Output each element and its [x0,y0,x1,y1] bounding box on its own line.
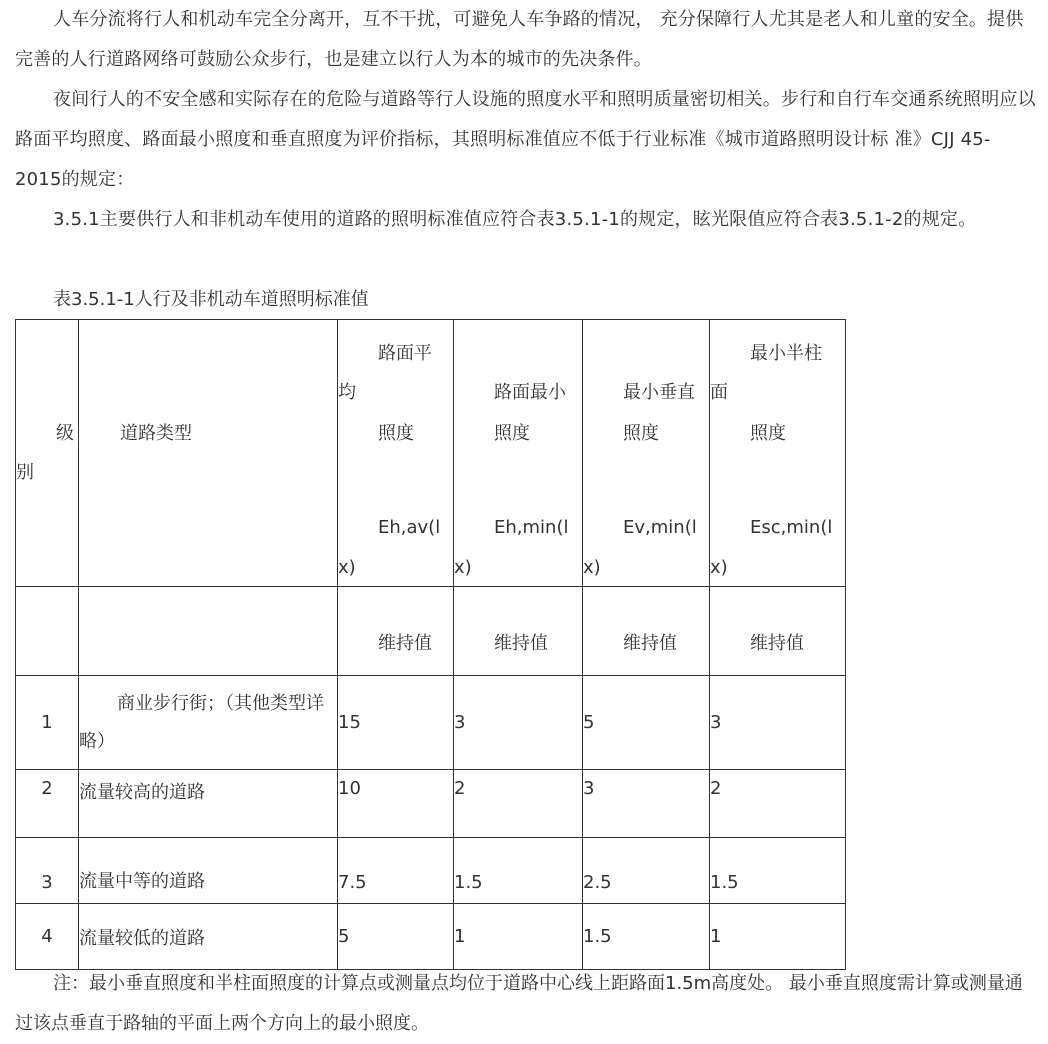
header-level-text-b: 别 [16,462,34,483]
header-text: 路面最小 [494,382,566,403]
header-text: 面 [710,382,728,403]
value-cell: 2 [454,770,583,838]
value-cell: 2 [710,770,846,838]
lighting-paragraph: 夜间行人的不安全感和实际存在的危险与道路等行人设施的照度水平和照明质量密切相关。步行和自行车交通系统照明应以路面平均照度、路面最小照度和垂直照度为评价指标，其照明标准值应不低于行业标准《城市道路照明设计标 准》CJJ 45-2015的规定： [15,89,1036,190]
header-min-vertical-illuminance [583,320,710,587]
table-row [16,904,846,970]
empty-cell [79,587,338,676]
header-text: x) [583,557,601,578]
value-cell: 1.5 [710,838,846,904]
header-text: 照度 [378,423,414,444]
header-text: x) [710,557,728,578]
level-cell: 2 [16,770,79,838]
value-cell: 2.5 [583,838,710,904]
value-cell: 3 [583,770,710,838]
header-min-illuminance [454,320,583,587]
header-text: 照度 [623,423,659,444]
header-text: 均 [338,382,356,403]
table-row [16,770,846,838]
road-type-cell: 流量中等的道路 [79,838,338,904]
header-text: Eh,av(l [378,517,441,538]
value-cell: 1.5 [454,838,583,904]
value-cell: 3 [710,676,846,770]
empty-cell [16,587,79,676]
value-cell: 1.5 [583,904,710,970]
header-level [16,320,79,587]
table-row [16,676,846,770]
header-road-type [79,320,338,587]
level-cell: 3 [16,838,79,904]
road-type-cell: 流量较低的道路 [79,904,338,970]
header-avg-illuminance [338,320,454,587]
header-min-semicylindrical-illuminance [710,320,846,587]
header-road-type-text: 道路类型 [120,423,192,444]
table-caption: 表3.5.1-1人行及非机动车道照明标准值 [53,289,369,310]
value-cell: 7.5 [338,838,454,904]
value-cell: 1 [710,904,846,970]
header-text: Esc,min(l [750,517,833,538]
table-row [16,838,846,904]
lighting-standard-table [15,319,846,970]
header-text: 照度 [750,423,786,444]
maintain-value-row [16,587,846,676]
table-header-row [16,320,846,587]
header-text: 最小垂直 [623,382,695,403]
road-type-cell: 商业步行街；（其他类型详略） [79,676,338,770]
header-text: 照度 [494,423,530,444]
value-cell: 10 [338,770,454,838]
value-cell: 1 [454,904,583,970]
standard-clause-paragraph: 3.5.1主要供行人和非机动车使用的道路的照明标准值应符合表3.5.1-1的规定，眩光限值应符合表3.5.1-2的规定。 [53,209,977,230]
header-text: x) [338,557,356,578]
level-cell: 4 [16,904,79,970]
road-type-cell: 流量较高的道路 [79,770,338,838]
value-cell: 15 [338,676,454,770]
header-text: 最小半柱 [750,343,822,364]
header-level-text-a: 级 [56,423,74,444]
header-text: Ev,min(l [623,517,697,538]
header-text: Eh,min(l [494,517,569,538]
intro-paragraph: 人车分流将行人和机动车完全分离开，互不干扰，可避免人车争路的情况， 充分保障行人尤其是老人和儿童的安全。提供完善的人行道路网络可鼓励公众步行，也是建立以行人为本的城市的先决条件。 [15,9,1024,70]
level-cell: 1 [16,676,79,770]
maintain-label: 维持值 [583,587,710,676]
value-cell: 5 [338,904,454,970]
value-cell: 3 [454,676,583,770]
maintain-label: 维持值 [454,587,583,676]
header-text: x) [454,557,472,578]
maintain-label: 维持值 [710,587,846,676]
table-note: 注：最小垂直照度和半柱面照度的计算点或测量点均位于道路中心线上距路面1.5m高度处。 最小垂直照度需计算或测量通过该点垂直于路轴的平面上两个方向上的最小照度。 [15,973,1023,1034]
value-cell: 5 [583,676,710,770]
header-text: 路面平 [378,343,432,364]
maintain-label: 维持值 [338,587,454,676]
